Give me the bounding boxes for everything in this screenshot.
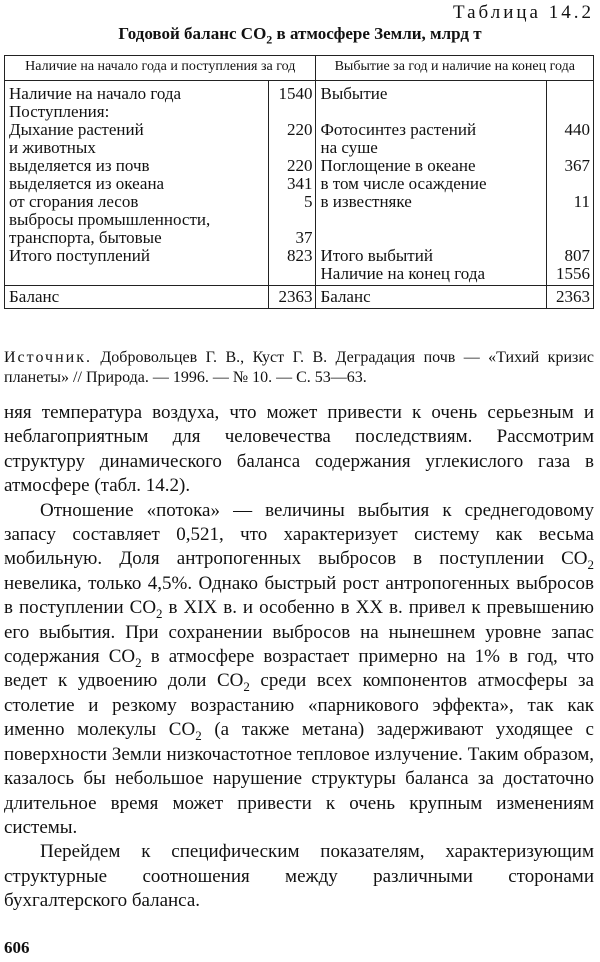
table-source: Источник. Добровольцев Г. В., Куст Г. В. Деградация почв — «Тихий кризис планеты» // Природа. — 1996. — № 10. — С. 53—63. bbox=[4, 349, 594, 386]
row-left-label: выделяется из океана bbox=[5, 175, 269, 193]
row-left-label: и животных bbox=[5, 139, 269, 157]
table-title: Годовой баланс $СО_2$ в атмосфере Земли, млрд т bbox=[118, 24, 482, 47]
paragraph: няя температура воздуха, что может привести к очень серьезным и неблагоприятным для человечества последствиям. Рассмотрим структуру динамического баланса содержания углекислого газа в атмосфере (табл. 14.2). bbox=[4, 402, 594, 497]
body-text bbox=[4, 401, 594, 914]
total-left-value: 2363 bbox=[269, 286, 316, 309]
row-right-value: 11 bbox=[547, 193, 594, 211]
row-right-label: Выбытие bbox=[320, 84, 388, 103]
row-right-label bbox=[316, 229, 547, 247]
row-left-value: 823 bbox=[269, 247, 316, 265]
header-left: Наличие на начало года и поступления за год bbox=[5, 56, 316, 81]
row-right-value: 440 bbox=[547, 121, 594, 139]
row-right-label: Наличие на конец года bbox=[320, 264, 486, 283]
table-row bbox=[5, 175, 594, 193]
row-left-value bbox=[269, 265, 316, 286]
row-left-value: 5 bbox=[269, 193, 316, 211]
total-right-value: 2363 bbox=[547, 286, 594, 309]
row-right-label: Итого выбытий bbox=[320, 246, 433, 265]
row-left-label bbox=[5, 265, 269, 286]
table-row bbox=[5, 157, 594, 175]
table-number: Таблица 14.2 bbox=[452, 2, 594, 23]
row-right-label bbox=[316, 103, 547, 121]
row-right-value: 367 bbox=[547, 157, 594, 175]
table-row bbox=[5, 211, 594, 229]
balance-table bbox=[4, 55, 594, 309]
table-row bbox=[5, 139, 594, 157]
row-right-label: Поглощение в океане bbox=[320, 156, 476, 175]
row-left-label: Итого поступлений bbox=[5, 247, 269, 265]
table-row bbox=[5, 247, 594, 265]
table-row bbox=[5, 265, 594, 286]
row-left-label: выбросы промышленности, bbox=[5, 211, 269, 229]
table-row bbox=[5, 193, 594, 211]
row-left-value bbox=[269, 103, 316, 121]
row-right-label: в известняке bbox=[320, 192, 412, 211]
row-right-value bbox=[547, 139, 594, 157]
row-left-value: 37 bbox=[269, 229, 316, 247]
table-row bbox=[5, 103, 594, 121]
row-left-label: Дыхание растений bbox=[5, 121, 269, 139]
total-left-label: Баланс bbox=[5, 286, 269, 309]
row-right-value bbox=[547, 175, 594, 193]
table-row bbox=[5, 121, 594, 139]
row-left-label: транспорта, бытовые bbox=[5, 229, 269, 247]
row-left-value: 341 bbox=[269, 175, 316, 193]
table-total-row bbox=[5, 286, 594, 309]
row-right-label: в том числе осаждение bbox=[320, 174, 487, 193]
row-left-value bbox=[269, 211, 316, 229]
row-left-value bbox=[269, 139, 316, 157]
row-right-value: 807 bbox=[547, 247, 594, 265]
row-left-label: от сгорания лесов bbox=[5, 193, 269, 211]
table-row bbox=[5, 81, 594, 104]
row-right-value bbox=[547, 211, 594, 229]
row-right-value bbox=[547, 81, 594, 104]
page-number: 606 bbox=[4, 938, 30, 957]
row-left-value: 220 bbox=[269, 121, 316, 139]
header-right: Выбытие за год и наличие на конец года bbox=[316, 56, 594, 81]
row-left-value: 220 bbox=[269, 157, 316, 175]
row-left-value: 1540 bbox=[269, 81, 316, 104]
row-right-value bbox=[547, 103, 594, 121]
row-right-value: 1556 bbox=[547, 265, 594, 286]
row-left-label: Поступления: bbox=[5, 103, 269, 121]
table-row bbox=[5, 229, 594, 247]
paragraph: Отношение «потока» — величины выбытия к среднегодовому запасу составляет 0,521, что характеризует систему как весьма мобильную. Доля антропогенных выбросов в поступлении $СО_2$ невелика, только 4,5%. Однако быстрый рост антропогенных выбросов в поступлении $СО_2$ в XIX в. и особенно в XX в. привел к превышению его выбытия. При сохранении выбросов на нынешнем уровне запас содержания $СО_2$ в атмосфере возрастает примерно на 1% в год, что ведет к удвоению доли $СО_2$ среди всех компонентов атмосферы за столетие и резкому возрастанию «парникового эффекта», так как именно молекулы $СО_2$ (а также метана) задерживают уходящее с поверхности Земли низкочастотное тепловое излучение. Таким образом, казалось бы небольшое нарушение структуры баланса за достаточно длительное время может привести к очень крупным изменениям системы. bbox=[4, 499, 594, 838]
row-right-label bbox=[316, 211, 547, 229]
row-left-label: Наличие на начало года bbox=[5, 81, 269, 104]
row-left-label: выделяется из почв bbox=[5, 157, 269, 175]
paragraph: Перейдем к специфическим показателям, характеризующим структурные соотношения между различными сторонами бухгалтерского баланса. bbox=[4, 841, 594, 912]
row-right-label: Фотосинтез растений bbox=[320, 120, 477, 139]
row-right-value bbox=[547, 229, 594, 247]
total-right-label: Баланс bbox=[316, 286, 547, 309]
row-right-label: на суше bbox=[320, 138, 378, 157]
